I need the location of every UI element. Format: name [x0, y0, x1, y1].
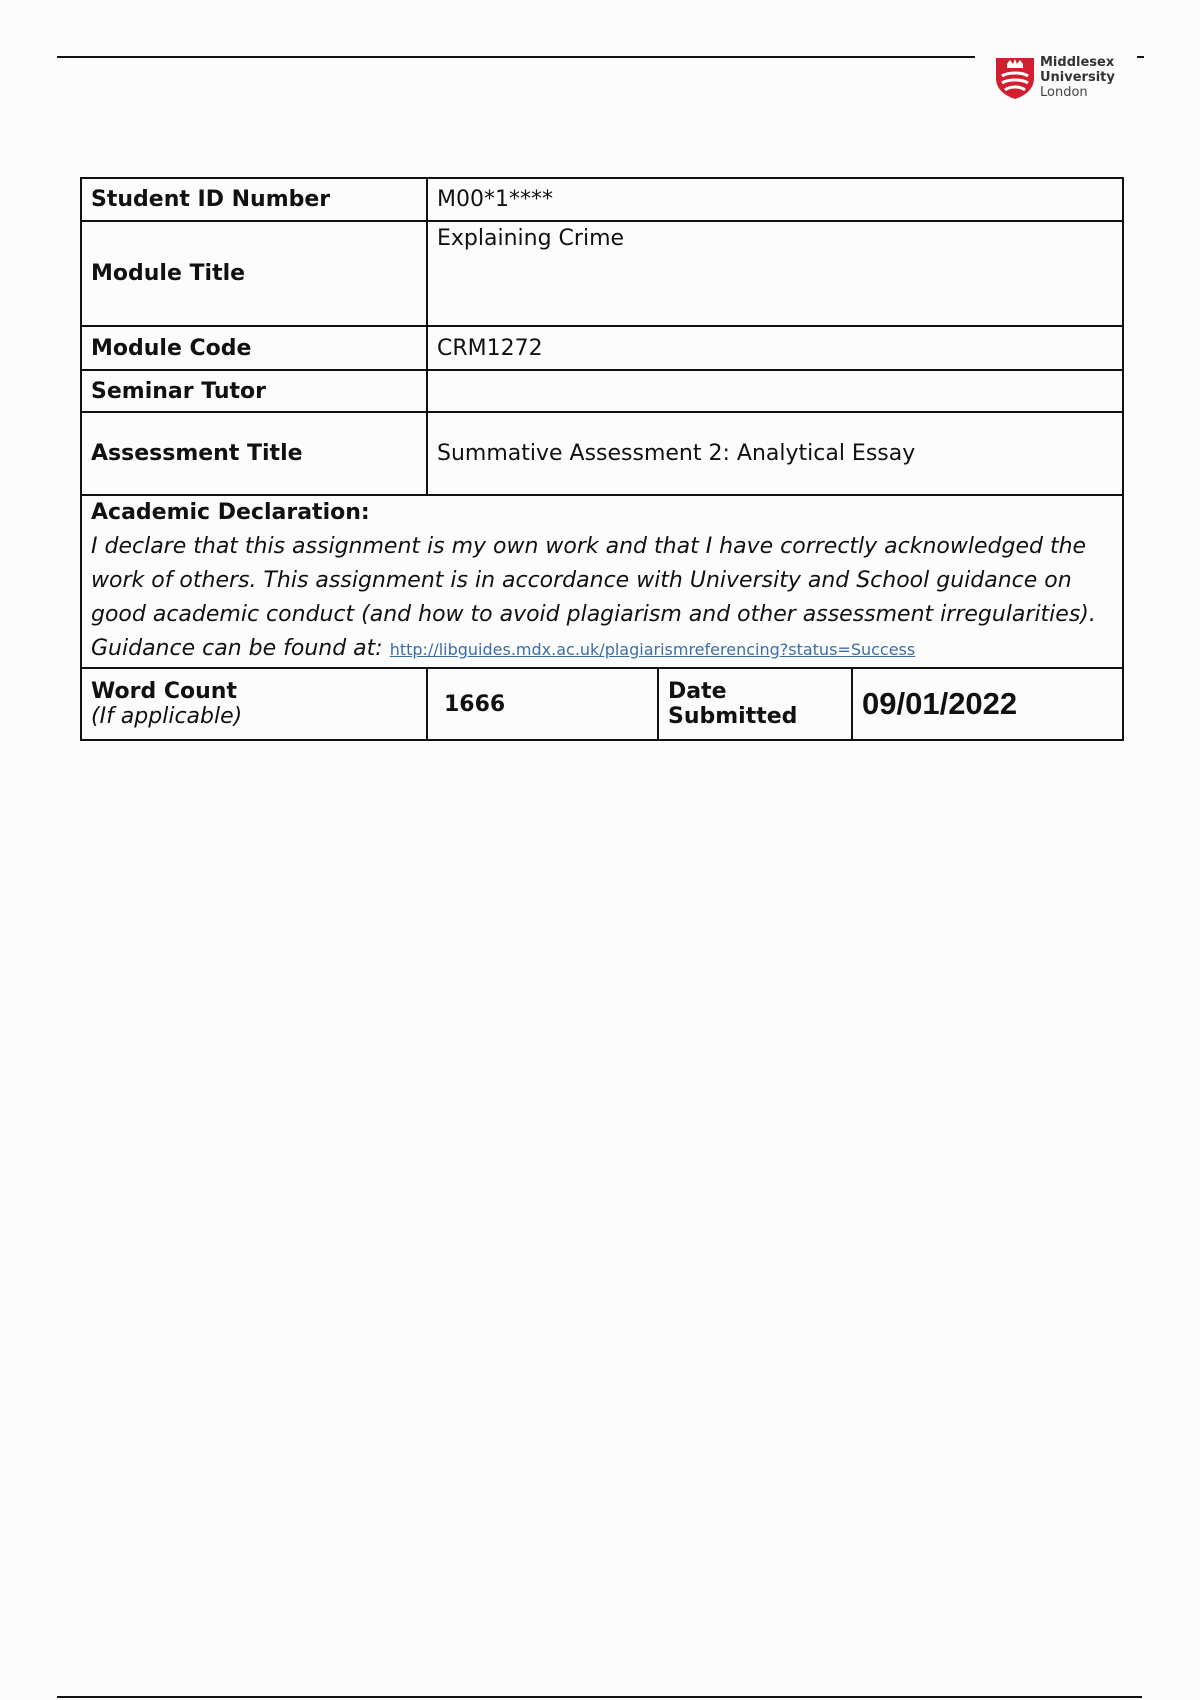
module-code-value: CRM1272 [427, 326, 1123, 370]
logo-line-1: Middlesex [1040, 54, 1115, 70]
row-student-id [81, 178, 1123, 221]
logo-line-3: London [1040, 84, 1088, 100]
academic-declaration [81, 495, 1123, 668]
row-assessment-title [81, 412, 1123, 495]
date-label-line1: Date [668, 679, 727, 704]
header-rule [57, 56, 975, 58]
assessment-title-value: Summative Assessment 2: Analytical Essay [427, 412, 1123, 495]
module-title-value: Explaining Crime [427, 221, 1123, 326]
assessment-cover-table [80, 177, 1124, 741]
logo-wordmark [1040, 55, 1115, 100]
row-seminar-tutor [81, 370, 1123, 412]
logo-line-2: University [1040, 69, 1115, 85]
word-count-label-cell [81, 668, 427, 740]
header-dash [1137, 56, 1144, 58]
date-label-line2: Submitted [668, 704, 798, 729]
date-submitted-value: 09/01/2022 [852, 668, 1123, 740]
word-count-label: Word Count [91, 679, 237, 704]
row-module-title [81, 221, 1123, 326]
university-logo [994, 52, 1124, 102]
assessment-title-label: Assessment Title [81, 412, 427, 495]
declaration-heading: Academic Declaration: [91, 500, 370, 525]
seminar-tutor-value [427, 370, 1123, 412]
row-word-count-date [81, 668, 1123, 740]
footer-rule [57, 1696, 1142, 1698]
shield-crest-icon [994, 54, 1036, 100]
module-code-label: Module Code [81, 326, 427, 370]
word-count-value: 1666 [427, 668, 658, 740]
row-module-code [81, 326, 1123, 370]
row-academic-declaration [81, 495, 1123, 668]
student-id-label: Student ID Number [81, 178, 427, 221]
date-submitted-label [658, 668, 852, 740]
word-count-sublabel: (If applicable) [91, 704, 243, 729]
plagiarism-guidance-link[interactable]: http://libguides.mdx.ac.uk/plagiarismreferencing?status=Success [389, 640, 916, 659]
seminar-tutor-label: Seminar Tutor [81, 370, 427, 412]
student-id-value: M00*1**** [427, 178, 1123, 221]
module-title-label: Module Title [81, 221, 427, 326]
declaration-text: I declare that this assignment is my own work and that I have correctly acknowledged the work of others. This assignment is in accordance with University and School guidance on good academic conduct (and how to avoid plagiarism and other assessment irregularities). Guidance can be found at: [91, 534, 1096, 661]
